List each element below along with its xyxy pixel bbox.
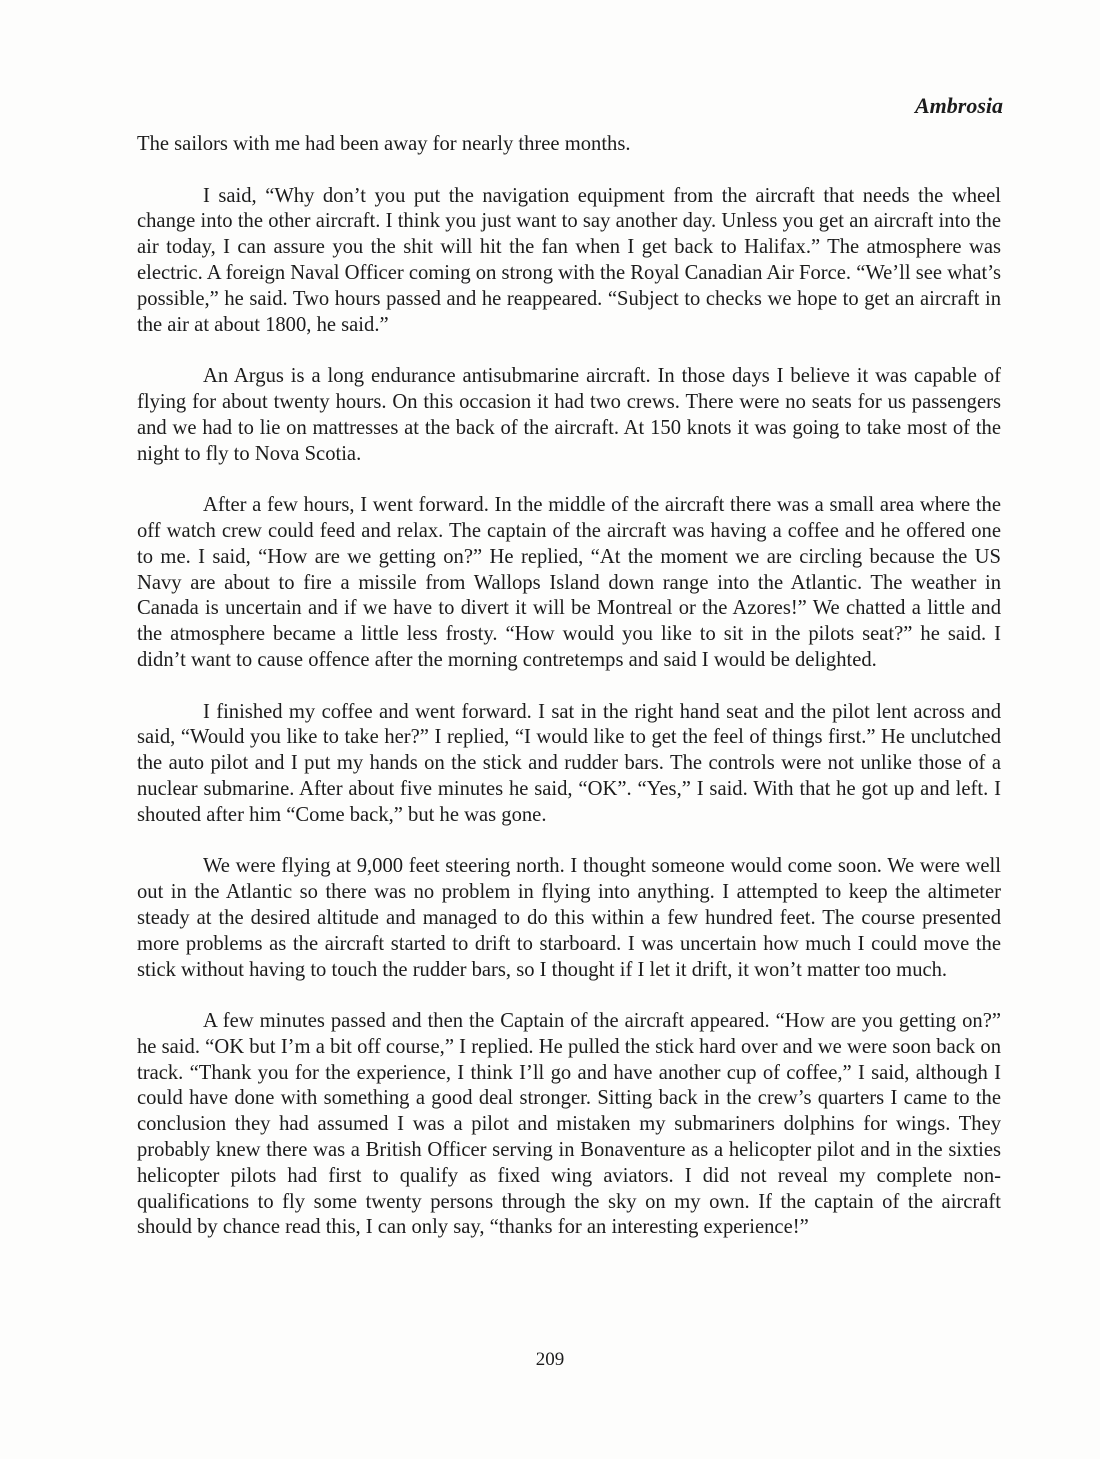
running-head: Ambrosia [914, 93, 1003, 118]
paragraph: I finished my coffee and went forward. I sat in the right hand seat and the pilot lent across and said, “Would you like to take her?” I replied, “I would like to get the feel of things first.” He unclutched the auto pilot and I put my hands on the stick and rudder bars. The controls were not unlike those of a nuclear submarine. After about five minutes he said, “OK”. “Yes,” I said. With that he got up and left. I shouted after him “Come back,” but he was gone. [137, 700, 1001, 826]
paragraph: After a few hours, I went forward. In the middle of the aircraft there was a small area where the off watch crew could feed and relax. The captain of the aircraft was having a coffee and he offered one to me. I said, “How are we getting on?” He replied, “At the moment we are circling because the US Navy are about to fire a missile from Wallops Island down range into the Atlantic. The weather in Canada is uncertain and if we have to divert it will be Montreal or the Azores!” We chatted a little and the atmosphere became a little less frosty. “How would you like to sit in the pilots seat?” he said. I didn’t want to cause offence after the morning contretemps and said I would be delighted. [137, 494, 1001, 671]
paragraph: I said, “Why don’t you put the navigation equipment from the aircraft that needs the wheel change into the other aircraft. I think you just want to say another day. Unless you get an aircraft into the air today, I can assure you the shit will hit the fan when I get back to Halifax.” The atmosphere was electric. A foreign Naval Officer coming on strong with the Royal Canadian Air Force. “We’ll see what’s possible,” he said. Two hours passed and he reappeared. “Subject to checks we hope to get an aircraft in the air at about 1800, he said.” [137, 184, 1001, 336]
body-text [137, 132, 1001, 1267]
page-number: 209 [535, 1349, 565, 1370]
paragraph: A few minutes passed and then the Captain of the aircraft appeared. “How are you getting on?” he said. “OK but I’m a bit off course,” I replied. He pulled the stick hard over and we were soon back on track. “Thank you for the experience, I think I’ll go and have another cup of coffee,” I said, although I could have done with something a good deal stronger. Sitting back in the crew’s quarters I came to the conclusion they had assumed I was a pilot and mistaken my submariners dolphins for wings. They probably knew there was a British Officer serving in Bonaventure as a helicopter pilot and in the sixties helicopter pilots had first to qualify as fixed wing aviators. I did not reveal my complete non-qualifications to fly some twenty persons through the sky on my own. If the captain of the aircraft should by chance read this, I can only say, “thanks for an interesting experience!” [137, 1010, 1001, 1239]
paragraph: We were flying at 9,000 feet steering north. I thought someone would come soon. We were well out in the Atlantic so there was no problem in flying into anything. I attempted to keep the altimeter steady at the desired altitude and managed to do this within a few hundred feet. The course presented more problems as the aircraft started to drift to starboard. I was uncertain how much I could move the stick without having to touch the rudder bars, so I thought if I let it drift, it won’t matter too much. [137, 855, 1001, 981]
paragraph: The sailors with me had been away for nearly three months. [137, 133, 631, 155]
paragraph: An Argus is a long endurance antisubmarine aircraft. In those days I believe it was capable of flying for about twenty hours. On this occasion it had two crews. There were no seats for us passengers and we had to lie on mattresses at the back of the aircraft. At 150 knots it was going to take most of the night to fly to Nova Scotia. [137, 365, 1001, 465]
